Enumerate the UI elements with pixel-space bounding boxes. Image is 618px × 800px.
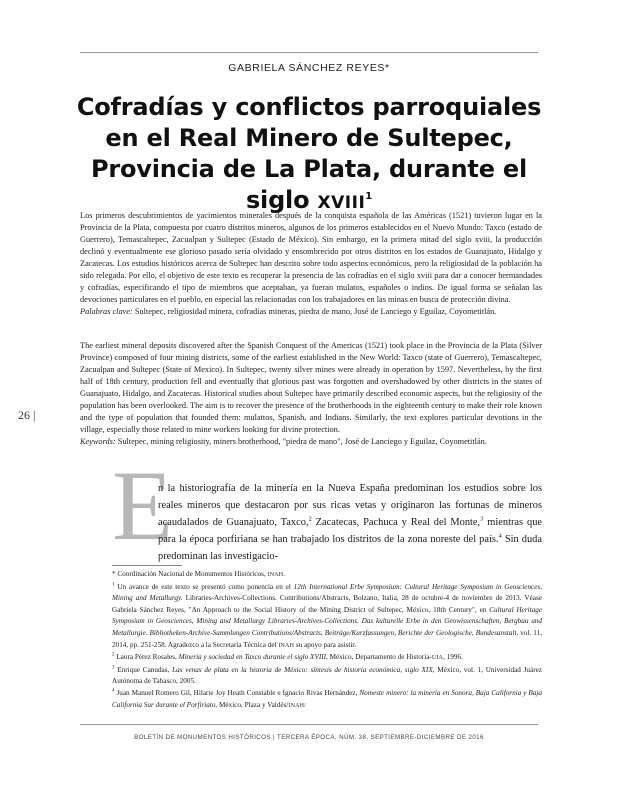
body-text-1: n la historiografía de la minería en la Nueva España predominan los estudios sobre los reales mineros que destacaron por sus ricas vetas y originaron las fortunas de mineros acaudalados de Guanajuato, Taxco, — [158, 483, 542, 528]
title-century: XVIII — [317, 193, 366, 213]
footnote-2-number: 2 — [112, 652, 115, 658]
footnote-3-a: Enrique Canudas, — [114, 665, 173, 674]
footnote-3-number: 3 — [112, 665, 115, 671]
footnote-1-e: vol. 11, 2014, pp. 251-258. Agradezco a la Secretaría Técnica del — [112, 628, 543, 649]
footnote-ref-3: 3 — [480, 515, 484, 523]
keywords-english-label: Keywords: — [80, 437, 116, 446]
body-text-4: Sin duda predominan las investigacio- — [158, 534, 542, 562]
title-text: Cofradías y conflictos parroquiales en el Real Minero de Sultepec, Provincia de La Plata, durante el siglo — [76, 93, 542, 214]
footnote-4-b: Nomeste minero: la minería en Sonora, Baja California y Baja California Sur durante el Porfiriato, — [112, 688, 542, 709]
footnote-2-a: Laura Pérez Rosales, — [114, 653, 179, 662]
footnote-1-c: Libraries-Archives-Collections. Contributions/Abstracts, Bolzano, Italia, 28 de octubre-4 de noviembre de 2013. Véase Gabriela Sánchez Reyes, "An Approach to the Social History of the Mining District of Sultepec, México, 18th Century", en — [112, 594, 542, 614]
abstract-spanish-text: Los primeros descubrimientos de yacimientos minerales después de la conquista española de las Américas (1521) tuvieron lugar en la Provincia de la Plata, compuesta por cuatro distritos mineros, algunos de los primeros establecidos en el Nuevo Mundo: Taxco (estado de Guerrero), Temascaltepec, Zacualpan y Sultepec (Estado de México). Sin embargo, en la primera mitad del siglo xviii, la producción declinó y eventualmente ese glorioso pasado sería olvidado y ensombrecido por otros distritos en los estados de Guanajuato, Hidalgo y Zacatecas. Los estudios históricos acerca de Sultepec han descrito sobre todo aspectos económicos, pero la religiosidad de la población ha sido relegada. Por ello, el objetivo de este texto es recuperar la presencia de las cofradías en el siglo xviii para dar a conocer hermandades y cofradías, especificando el tipo de miembros que aceptaban, ya fueran mulatos, españoles o indios. De igual forma se señalan las devociones particulares en el pueblo, en especial las relacionadas con los trabajadores en las minas en busca de protección divina. — [80, 211, 542, 304]
footnote-2-b: Minería y sociedad en Taxco durante el siglo XVIII, — [178, 653, 328, 662]
footnotes — [112, 569, 542, 712]
body-paragraph — [158, 480, 542, 565]
footnote-star-text: * Coordinación Nacional de Monumentos Históricos, — [112, 570, 266, 578]
journal-footer: BOLETÍN DE MONUMENTOS HISTÓRICOS | TERCERA ÉPOCA, NÚM. 38, SEPTIEMBRE-DICIEMBRE DE 2016 — [134, 734, 484, 741]
page-number: 26 | — [18, 408, 36, 422]
body-text-2: Zacatecas, Pachuca y Real del Monte, — [311, 517, 481, 528]
abstract-english-text: The earliest mineral deposits discovered after the Spanish Conquest of the Americas (1521) took place in the Provincia de la Plata (Silver Province) composed of four mining districts, some of the earliest established in the New World: Taxco (state of Guerrero), Temascaltepec, Zacualpan and Sultepec (State of Mexico). In Sultepec, twenty silver mines were already in operation by 1597. Nevertheless, by the first half of 18th century, production fell and eventually that glorious past was forgotten and overshadowed by other districts in the states of Guanajuato, Hidalgo, and Zacatecas. Historical studies about Sultepec have primarily described economic aspects, but the religiosity of the population has been overlooked. The aim is to recover the presence of the brotherhoods in the eighteenth century to make their role known and the type of population that founded them: mulattos, Spanish, and Indians. Similarly, the text explores particular devotions in the village, especially those related to mine workers looking for divine protection. — [80, 341, 542, 434]
footnote-1-a: Un avance de este texto se presentó como ponencia en el — [114, 582, 294, 591]
footnote-2-c: México, Departamento de Historia- — [327, 653, 432, 662]
footnote-3-c: México, vol. 1, Universidad Juárez Autónoma de Tabasco, 2005. — [112, 665, 542, 686]
body-text-3: mientras que para la época porfiriana se han trabajado los distritos de la zona noreste del país. — [158, 517, 543, 545]
footnote-2-inst: UIA — [431, 655, 444, 662]
footnote-1-d: Cultural Heritage Symposium in Geosciences, Mining and Metallurgy Libraries-Archives-Collections. Das kulturelle Erbe in den Geowissenschaften, Bergbau und Metallurgie. Bibliotheken-Archive-Sammlungen Contributions/Abstracts, Beiträge/Kurzfassungen, Berichte der Geologische, Bundesanstalt, — [112, 605, 542, 637]
footnote-4-c: México, Plaza y Valdés/ — [217, 700, 289, 709]
footnote-3-b: Las venas de plata en la historia de México: síntesis de historia económica, siglo XIX, — [172, 665, 435, 674]
keywords-spanish: Sultepec, religiosidad minera, cofradías mineras, piedra de mano, José de Lanciego y Eguilaz, Coyometitlán. — [134, 307, 497, 316]
keywords-english: Sultepec, mining religiosity, miners brotherhood, "piedra de mano", José de Lanciego y Eguilaz, Coyometitlán. — [117, 437, 487, 446]
footnote-1 — [112, 582, 542, 653]
footnote-2 — [112, 652, 542, 665]
footnote-4-inst: INAH/ — [288, 702, 307, 709]
footnote-1-b: 12th International Erbe Symposium: Cultural Heritage Symposium in Geosciences, Mining and Metallurgy. — [112, 582, 543, 603]
footnote-3 — [112, 665, 542, 688]
footnote-1-inst: INAH — [278, 642, 295, 649]
footnote-4 — [112, 688, 542, 712]
footnote-1-f: su apoyo para asistir. — [294, 640, 357, 649]
footnote-2-d: , 1996. — [443, 653, 463, 662]
article-title — [60, 92, 558, 219]
footnote-4-a: Juan Manuel Romero Gil, Hilarie Joy Heath Constable e Ignacio Rivas Hernández, — [114, 688, 360, 697]
abstract-spanish — [80, 210, 542, 318]
abstract-english — [80, 340, 542, 448]
footnote-4-number: 4 — [112, 688, 115, 694]
header-rule — [80, 52, 538, 53]
title-footnote-marker: 1 — [365, 191, 373, 202]
footnote-ref-2: 2 — [308, 515, 312, 523]
footnote-rule — [112, 565, 182, 566]
footer-rule — [80, 724, 538, 725]
footnote-star-inst: INAH. — [267, 572, 286, 578]
drop-cap: E — [112, 450, 174, 561]
footnote-star — [112, 569, 542, 582]
footnote-1-number: 1 — [112, 582, 115, 588]
keywords-spanish-label: Palabras clave: — [80, 307, 133, 316]
footnote-ref-4: 4 — [498, 532, 502, 540]
author-name: GABRIELA SÁNCHEZ REYES* — [228, 62, 390, 74]
